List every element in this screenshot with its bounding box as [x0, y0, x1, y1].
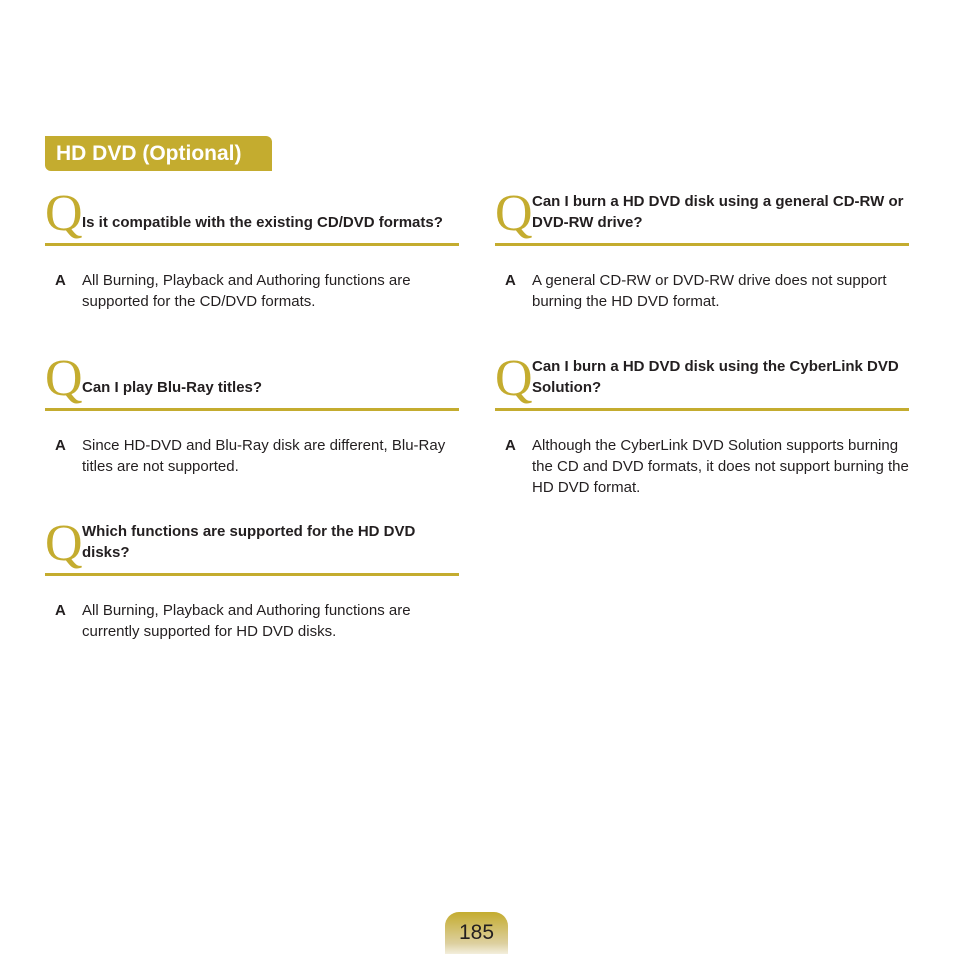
qa-item: [45, 509, 459, 642]
qa-item: [45, 179, 459, 312]
q-letter: Q: [45, 185, 83, 242]
a-letter: A: [505, 437, 516, 454]
question-text: Can I burn a HD DVD disk using a general CD-RW or DVD-RW drive?: [532, 193, 904, 231]
a-letter: A: [55, 602, 66, 619]
answer-text: A general CD-RW or DVD-RW drive does not support burning the HD DVD format.: [532, 272, 887, 310]
qa-item: [45, 344, 459, 477]
question-text: Can I play Blu-Ray titles?: [82, 379, 263, 396]
answer-text: Since HD-DVD and Blu-Ray disk are different, Blu-Ray titles are not supported.: [82, 437, 446, 475]
question-header: [45, 509, 459, 576]
answer-text: Although the CyberLink DVD Solution supports burning the CD and DVD formats, it does not support burning the HD DVD format.: [532, 437, 909, 496]
page-number: 185: [445, 912, 508, 954]
answer: [45, 600, 459, 642]
answer-text: All Burning, Playback and Authoring functions are currently supported for HD DVD disks.: [82, 602, 411, 640]
qa-item: [495, 344, 909, 498]
question-header: [45, 179, 459, 246]
answer: [45, 270, 459, 312]
q-letter: Q: [495, 350, 533, 407]
a-letter: A: [55, 272, 66, 289]
question-text: Is it compatible with the existing CD/DVD formats?: [82, 214, 443, 231]
answer: [45, 435, 459, 477]
question-text: Can I burn a HD DVD disk using the CyberLink DVD Solution?: [532, 358, 899, 396]
answer: [495, 270, 909, 312]
question-header: [495, 179, 909, 246]
answer-text: All Burning, Playback and Authoring functions are supported for the CD/DVD formats.: [82, 272, 411, 310]
a-letter: A: [55, 437, 66, 454]
q-letter: Q: [495, 185, 533, 242]
q-letter: Q: [45, 515, 83, 572]
question-text: Which functions are supported for the HD DVD disks?: [82, 523, 416, 561]
q-letter: Q: [45, 350, 83, 407]
answer: [495, 435, 909, 498]
question-header: [45, 344, 459, 411]
section-title: HD DVD (Optional): [45, 136, 272, 171]
a-letter: A: [505, 272, 516, 289]
qa-item: [495, 179, 909, 312]
question-header: [495, 344, 909, 411]
